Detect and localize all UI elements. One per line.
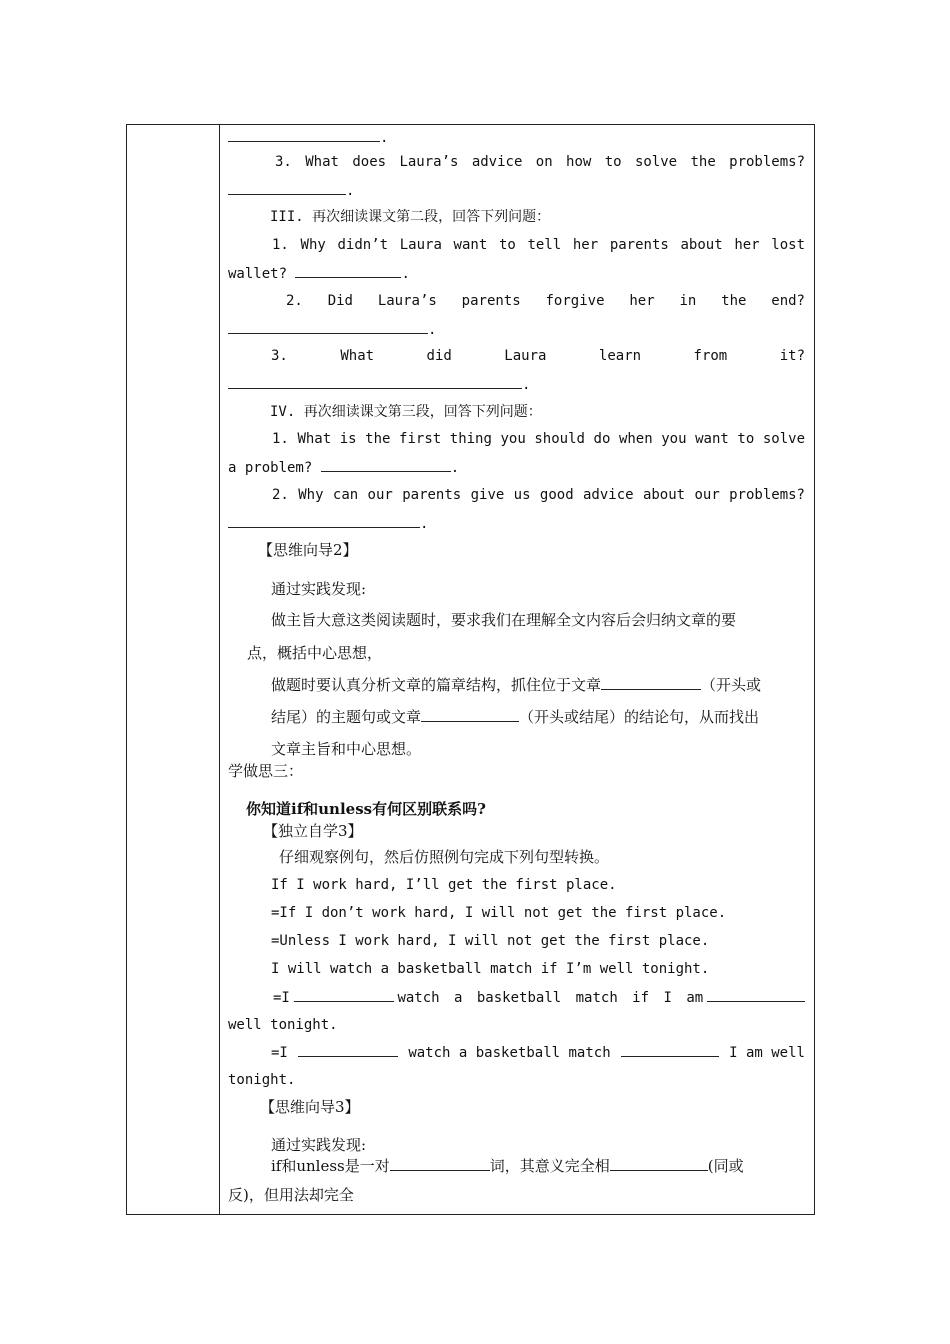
guide2-line3: 做题时要认真分析文章的篇章结构，抓住位于文章 （开头或: [271, 676, 762, 694]
guide2-discover: 通过实践发现:: [271, 580, 367, 598]
guide2-line5: 文章主旨和中心思想。: [271, 740, 422, 758]
answer-blank[interactable]: [321, 458, 451, 472]
part3-title: 学做思三：: [228, 762, 304, 780]
sec4-answer-2: .: [228, 514, 428, 533]
fill-line-2: =I watch a basketball match I am well: [271, 1045, 805, 1061]
guide2-line1: 做主旨大意这类阅读题时，要求我们在理解全文内容后会归纳文章的要: [271, 611, 737, 629]
sec4-question-2: 2. Why can our parents give us good advice about our problems?: [272, 487, 805, 503]
answer-blank[interactable]: [707, 988, 805, 1002]
guide2-title: 【思维向导2】: [258, 541, 358, 559]
answer-blank[interactable]: [390, 1157, 490, 1171]
guide3-discover: 通过实践发现:: [271, 1136, 367, 1154]
sec3-question-1-cont: wallet? .: [228, 266, 410, 282]
answer-blank[interactable]: [421, 708, 519, 722]
sec3-answer-2: .: [228, 320, 436, 339]
column-divider: [219, 125, 220, 1214]
example-4: I will watch a basketball match if I’m well tonight.: [271, 961, 710, 977]
answer-blank[interactable]: [228, 320, 428, 334]
instruction: 仔细观察例句，然后仿照例句完成下列句型转换。: [279, 848, 610, 866]
section3-heading: III. 再次细读课文第二段，回答下列问题：: [270, 209, 551, 225]
guide2-line2: 点，概括中心思想，: [247, 644, 383, 662]
answer-line-q2: .: [228, 128, 388, 147]
sec4-question-1-cont: a problem? .: [228, 460, 460, 476]
sec3-answer-3: .: [228, 375, 530, 394]
example-2: =If I don’t work hard, I will not get the first place.: [271, 905, 727, 921]
answer-blank[interactable]: [621, 1043, 719, 1057]
answer-line-q3: .: [228, 181, 354, 200]
question-q3: 3. What does Laura’s advice on how to solve the problems?: [275, 154, 805, 170]
fill-line-2-cont: tonight.: [228, 1072, 296, 1088]
answer-blank[interactable]: [294, 988, 394, 1002]
fill-line-1-cont: well tonight.: [228, 1017, 338, 1033]
guide3-title: 【思维向导3】: [260, 1098, 360, 1116]
guide3-line2: 反)，但用法却完全: [228, 1186, 354, 1204]
answer-blank[interactable]: [298, 1043, 398, 1057]
answer-blank[interactable]: [228, 181, 346, 195]
sec3-question-3: 3. What did Laura learn from it?: [271, 348, 805, 364]
guide3-line1: if和unless是一对 词，其意义完全相 (同或: [271, 1157, 744, 1175]
answer-blank[interactable]: [610, 1157, 708, 1171]
example-3: =Unless I work hard, I will not get the first place.: [271, 933, 710, 949]
self-study-title: 【独立自学3】: [263, 822, 363, 840]
sec3-question-1: 1. Why didn’t Laura want to tell her parents about her lost: [272, 237, 805, 253]
answer-blank[interactable]: [228, 514, 420, 528]
answer-blank[interactable]: [228, 375, 522, 389]
sec4-question-1: 1. What is the first thing you should do when you want to solve: [272, 431, 805, 447]
part3-question: 你知道if和unless有何区别联系吗?: [246, 800, 486, 818]
example-1: If I work hard, I’ll get the first place.: [271, 877, 617, 893]
fill-line-1: =I watch a basketball match if I am: [273, 988, 805, 1007]
answer-blank[interactable]: [228, 128, 380, 142]
section4-heading: IV. 再次细读课文第三段，回答下列问题：: [270, 404, 542, 420]
sec3-question-2: 2. Did Laura’s parents forgive her in the end?: [286, 293, 805, 309]
answer-blank[interactable]: [601, 676, 701, 690]
guide2-line4: 结尾）的主题句或文章 （开头或结尾）的结论句，从而找出: [271, 708, 760, 726]
answer-blank[interactable]: [295, 264, 401, 278]
